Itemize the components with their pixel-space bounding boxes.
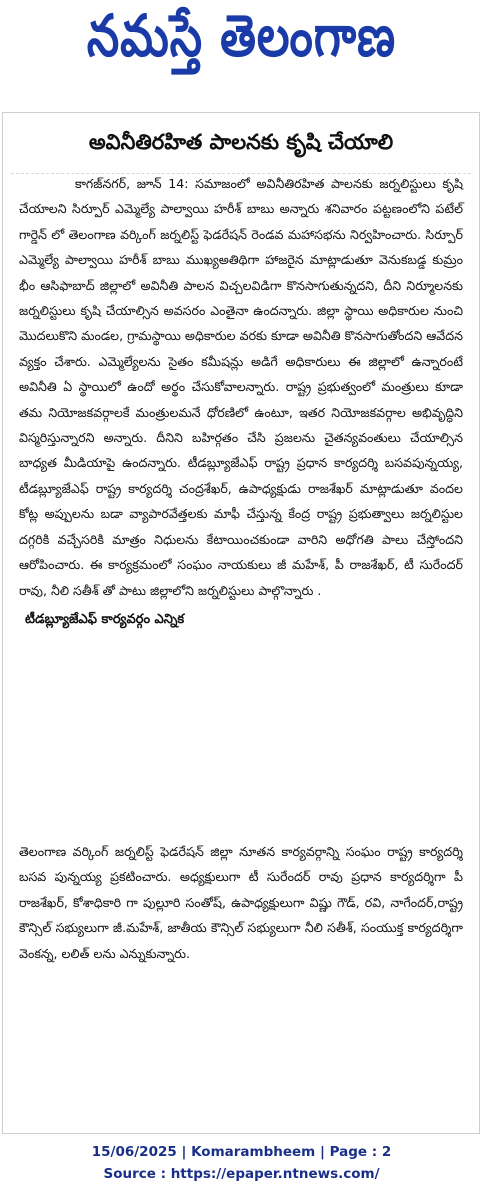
footer-date-edition: 15/06/2025 | Komarambheem | Page : 2 xyxy=(91,1144,392,1160)
masthead xyxy=(0,0,483,86)
article-subhead: టీడబ్ల్యూజేఎఫ్ కార్యవర్గం ఎన్నిక xyxy=(25,611,185,627)
article-body: కాగజ్‌నగర్, జూన్ 14: సమాజంలో అవినీతిరహిత పాలనకు జర్నలిస్టులు కృషి చేయాలని సిర్పూర్ ఎమ్మెల్యే పాల్వాయి హరీశ్ బాబు అన్నారు శనివారం పట్టణంలోని పటేల్ గార్డెన్ లో తెలంగాణ వర్కింగ్ జర్నలిస్ట్ ఫెడరేషన్ రెండవ మహాసభను నిర్వహించారు. సిర్పూర్ ఎమ్మెల్యే పాల్వాయి హరీశ్ బాబు ముఖ్యఅతిథిగా హాజరైన మాట్లాడుతూ వెనుకబడ్డ కుమ్రం భీం ఆసిఫాబాద్ జిల్లాలో అవినీతి పాలన విచ్చలవిడిగా కొనసాగుతున్నదని, దీని నిర్మూలనకు జర్నలిస్టులు కృషి చేయాల్సిన అవసరం ఎంతైనా ఉందన్నారు. జిల్లా స్థాయి అధికారుల నుంచి మొదలుకొని మండల, గ్రామస్థాయి అధికారుల వరకు కూడా అవినీతి కొనసాగుతోందని ఆవేదన వ్యక్తం చేశారు. ఎమ్మెల్యేలను సైతం కమీషన్లు అడిగే అధికారులు ఈ జిల్లాలో ఉన్నారంటే అవినీతి ఏ స్థాయిలో ఉందో అర్థం చేసుకోవాలన్నారు. రాష్ట్ర ప్రభుత్వంలో మంత్రులు కూడా తమ నియోజకవర్గాలకే మంత్రులమనే ధోరణిలో ఉంటూ, ఇతర నియోజకవర్గాల అభివృద్ధిని విస్మరిస్తున్నారని అన్నారు. దీనిని బహిర్గతం చేసి ప్రజలను చైతన్యవంతులు చేయాల్సిన బాధ్యత మీడియాపై ఉందన్నారు. టీడబ్ల్యూజేఎఫ్ రాష్ట్ర ప్రధాన కార్యదర్శి బసవపున్నయ్య, టీడబ్ల్యూజేఎఫ్ రాష్ట్ర కార్యదర్శి చంద్రశేఖర్, ఉపాధ్యక్షుడు రాజశేఖర్ మాట్లాడుతూ వందల కోట్ల అప్పులను బడా వ్యాపారవేత్తలకు మాఫీ చేస్తున్న కేంద్ర రాష్ట్ర ప్రభుత్వాలు జర్నలిస్టుల దగ్గరికి వచ్చేసరికి మాత్రం నిధులను కేటాయించకుండా వారిని అధోగతి పాలు చేస్తోందని ఆరోపించారు. ఈ కార్యక్రమంలో సంఘం నాయకులు జీ మహేశ్, పీ రాజశేఖర్, టీ సురేందర్ రావు, నీలి సతీశ్ తో పాటు జిల్లాలోని జర్నలిస్టులు పాల్గొన్నారు . xyxy=(19,176,463,598)
article-clipping xyxy=(2,112,480,840)
footer-source: Source : https://epaper.ntnews.com/ xyxy=(103,1166,380,1182)
article-headline: అవినీతిరహిత పాలనకు కృషి చేయాలి xyxy=(88,130,394,154)
headline-divider xyxy=(11,173,471,174)
article-body-continued: తెలంగాణ వర్కింగ్ జర్నలిస్ట్ ఫెడరేషన్ జిల్లా నూతన కార్యవర్గాన్ని సంఘం రాష్ట్ర కార్యదర్శి బసవ పున్నయ్య ప్రకటించారు. అధ్యక్షులుగా టీ సురేందర్ రావు ప్రధాన కార్యదర్శిగా పీ రాజశేఖర్, కోశాధికారి గా పుల్లూరి సంతోష్, ఉపాధ్యక్షులుగా విష్ణు గౌడ్, రవి, నాగేందర్,రాష్ట్ర కౌన్సిల్ సభ్యులుగా జీ.మహేశ్, జాతీయ కౌన్సిల్ సభ్యులుగా నీలి సతీశ్, సంయుక్త కార్యదర్శిగా వెంకన్న, లలిత్ లను ఎన్నుకున్నారు. xyxy=(19,844,463,961)
article-clipping-continued xyxy=(2,839,480,1134)
masthead-logo: నమస్తే తెలంగాణ xyxy=(86,1,397,70)
